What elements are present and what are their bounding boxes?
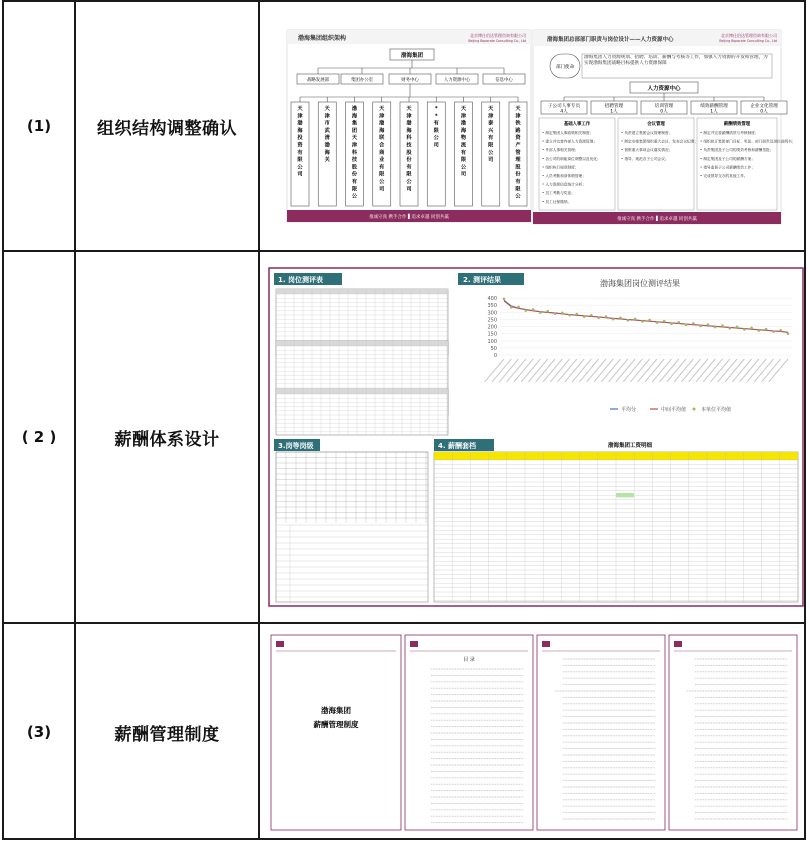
series-point [554, 312, 557, 315]
duty-item: • 人员考勤和请休假管理； [542, 174, 586, 178]
series-point [576, 313, 579, 316]
series-point [779, 329, 782, 332]
y-tick-label: 300 [487, 310, 497, 317]
post-name: 绩效薪酬管理 [700, 104, 728, 109]
series-point [561, 311, 564, 314]
y-tick-label: 200 [487, 324, 497, 331]
hr-center-node: 人力资源中心 [647, 86, 681, 92]
tab1-label: 1. 岗位测评表 [278, 276, 323, 284]
series-point [692, 322, 695, 325]
dept-node-label: 财务中心 [401, 78, 419, 83]
duty-item: • 负责建立集团会议管理制度； [621, 131, 673, 135]
row-image-cell [260, 2, 804, 250]
post-count: 0人 [660, 109, 668, 115]
row-label-cell [76, 624, 260, 840]
dept-node-label: 集团办公室 [351, 78, 373, 83]
row-image-cell [260, 252, 804, 622]
post-count: 1人 [610, 109, 618, 115]
duty-item: • 制定集团及子公司的薪酬方案； [700, 156, 755, 161]
series-point [656, 321, 659, 324]
legend-entry: 中间平均值 [661, 407, 687, 413]
row-number-cell [4, 624, 76, 840]
salary-policy-pages [260, 625, 804, 839]
series-point [765, 328, 768, 331]
duty-item: • 员工社保缴纳。 [542, 199, 572, 204]
series-point [758, 329, 761, 332]
tab4-label: 4. 薪酬套档 [438, 442, 476, 450]
row-number: (3) [26, 723, 52, 741]
duty-item: • 员工考勤与奖惩； [542, 191, 575, 196]
col-a-title: 基础人事工作 [563, 122, 591, 127]
series-point [721, 324, 724, 327]
series-point [714, 326, 717, 329]
row-label-cell [76, 2, 260, 250]
series-point [612, 318, 615, 321]
subsidiary-label: 天津渤海物流有限公司 [460, 106, 467, 178]
org-top-node: 渤海集团 [400, 53, 424, 59]
duty-item: • 各公司的职能岗位调整以及优化； [542, 156, 601, 161]
subsidiary-label: * *有限公司 [433, 106, 439, 149]
dept-node-label: 战略发展部 [307, 78, 329, 83]
series-point [699, 325, 702, 328]
y-tick-label: 50 [490, 345, 497, 352]
series-point [670, 322, 673, 325]
row-label: 薪酬体系设计 [114, 429, 220, 450]
col-b-title: 会议管理 [647, 122, 665, 127]
series-point [605, 315, 608, 318]
series-point [517, 306, 520, 309]
legend-entry: 平均分 [621, 407, 637, 413]
duty-item: • 人力资源信息统计分析； [542, 182, 586, 187]
cover-page [271, 635, 401, 830]
duty-item: • 督察重大事项会议落实情况； [621, 148, 673, 153]
series-point [532, 308, 535, 311]
col-c-title: 薪酬绩效管理 [723, 122, 751, 127]
row-label: 薪酬管理制度 [114, 724, 220, 745]
mission-text: 渤海集团人力资源规划、招聘、培训、薪酬与考核等工作，加强人力资源的开发和管理，为实现渤海集团战略目标提供人力资源保障 [584, 55, 768, 66]
grade-grid [276, 452, 428, 602]
table-row-1 [4, 2, 804, 252]
wage-table-title: 渤海集团工资明细 [607, 443, 653, 449]
legend-entry: 本单位平均值 [701, 407, 732, 413]
post-count: 4人 [560, 109, 568, 115]
series-point [597, 316, 600, 319]
y-tick-label: 150 [487, 331, 497, 338]
row-image-cell [260, 624, 804, 840]
y-tick-label: 100 [487, 338, 497, 345]
post-count: 0人 [760, 109, 768, 115]
duty-item: • 指导、规范各子公司会议。 [621, 156, 669, 161]
y-tick-label: 250 [487, 317, 497, 324]
cover-title-2: 薪酬管理制度 [313, 720, 359, 729]
post-name: 企业文化管理 [750, 104, 778, 109]
toc-page [405, 635, 533, 830]
series-point [663, 320, 666, 323]
org-chart-title: 渤海集团组织架构 [298, 35, 347, 42]
duty-item: • 组织执行规章制度； [542, 165, 579, 170]
series-point [750, 327, 753, 330]
series-point [677, 321, 680, 324]
org-chart-footer: 推诚守真 携手合作 ▌追求卓越 同创共赢 [369, 215, 449, 220]
series-point [525, 309, 528, 312]
series-point [707, 323, 710, 326]
row-label: 组织结构调整确认 [97, 118, 237, 139]
duty-item: • 建立并完善内部人力资源管理； [542, 139, 597, 144]
post-name: 培训管理 [654, 104, 674, 109]
hr-slide-footer: 推诚守真 携手合作 ▌追求卓越 同创共赢 [617, 217, 697, 222]
toc-page [669, 635, 797, 830]
table-row-3 [4, 624, 804, 840]
duty-item: • 完成领导交办的其他工作。 [700, 174, 748, 178]
row-number-cell [4, 2, 76, 250]
toc-page [537, 635, 665, 830]
tab2-label: 2. 测评结果 [463, 276, 501, 284]
cover-title-1: 渤海集团 [321, 706, 351, 715]
series-point [743, 328, 746, 331]
series-point [539, 311, 542, 314]
series-point [583, 315, 586, 318]
series-point [641, 320, 644, 323]
row-number: (1) [26, 117, 52, 135]
post-name: 招聘管理 [604, 104, 624, 109]
hr-slide-company-en: Beijing Boporate Consulting Co., Ltd [719, 39, 777, 43]
tab3-label: 3.岗等岗级 [278, 442, 314, 450]
y-tick-label: 400 [487, 296, 497, 303]
post-name: 子公司人事专员 [547, 104, 581, 109]
document-table [2, 0, 806, 840]
series-point [736, 326, 739, 329]
dept-node-label: 人力资源中心 [443, 78, 471, 83]
series-point [510, 306, 513, 309]
series-point [619, 316, 622, 319]
subsidiary-label: 天津渤海科技股份有限公司 [406, 106, 412, 193]
hr-center-slide [533, 30, 796, 224]
series-point [546, 310, 549, 313]
org-chart-company: 北京博仕伯达管理咨询有限公司 [470, 33, 526, 38]
org-structure-slides [260, 2, 804, 250]
subsidiary-label: 天津市武清渤海关 [324, 106, 330, 164]
salary-system-slide [260, 253, 804, 621]
toc-title: 目 录 [463, 657, 475, 663]
series-point [568, 314, 571, 317]
subsidiary-label: 天津渤海联合商业有限公司 [379, 106, 385, 193]
row-label-cell [76, 252, 260, 622]
series-point [590, 314, 593, 317]
row-number: ( 2 ) [21, 428, 57, 446]
series-point [728, 327, 731, 330]
post-count: 1人 [710, 109, 718, 115]
duty-item: • 制定并完善薪酬绩效与考核制度； [700, 131, 759, 135]
subsidiary-label: 渤海集团天津科技股份有限公 [351, 106, 358, 200]
org-chart-slide [287, 30, 531, 222]
subsidiary-label: 天津铁路资产管理股份有限公 [515, 106, 521, 200]
series-point [648, 319, 651, 322]
hr-slide-title: 渤海集团总部部门职责与岗位设计——人力资源中心 [547, 37, 674, 43]
duty-item: • 外部人事相关管理； [542, 148, 579, 153]
series-point [685, 324, 688, 327]
series-point [787, 332, 790, 335]
mission-label: 部门使命 [556, 65, 574, 70]
series-point [503, 298, 506, 301]
duty-item: • 指导监督子公司薪酬绩效工作； [700, 165, 755, 170]
dept-node-label: 信息中心 [495, 78, 513, 83]
duty-item: • 制定安排集团组织重大会议，发布会议纪要； [621, 139, 699, 144]
table-row-2 [4, 252, 804, 624]
row-number-cell [4, 252, 76, 622]
y-tick-label: 350 [487, 303, 497, 310]
y-tick-label: 0 [493, 353, 497, 359]
series-point [626, 319, 629, 322]
duty-item: • 组织拟订集团部门目标、奖惩、部门职责及岗位说明书； [700, 139, 796, 144]
subsidiary-label: 天津泰兴有限公司 [488, 106, 494, 164]
duty-item: • 制定集团人事政策相关制度； [542, 131, 594, 135]
subsidiary-label: 天津渤海投资有限公司 [297, 106, 303, 178]
duty-item: • 负责集团及子公司的绩效考核和薪酬签批； [700, 148, 774, 153]
series-point [772, 330, 775, 333]
org-chart-company-en: Beijing Boporate Consulting Co., Ltd [468, 39, 526, 43]
series-point [634, 318, 637, 321]
eval-table [276, 389, 448, 435]
chart-title: 渤海集团岗位测评结果 [600, 279, 680, 288]
hr-slide-company: 北京博仕伯达管理咨询有限公司 [721, 33, 777, 38]
